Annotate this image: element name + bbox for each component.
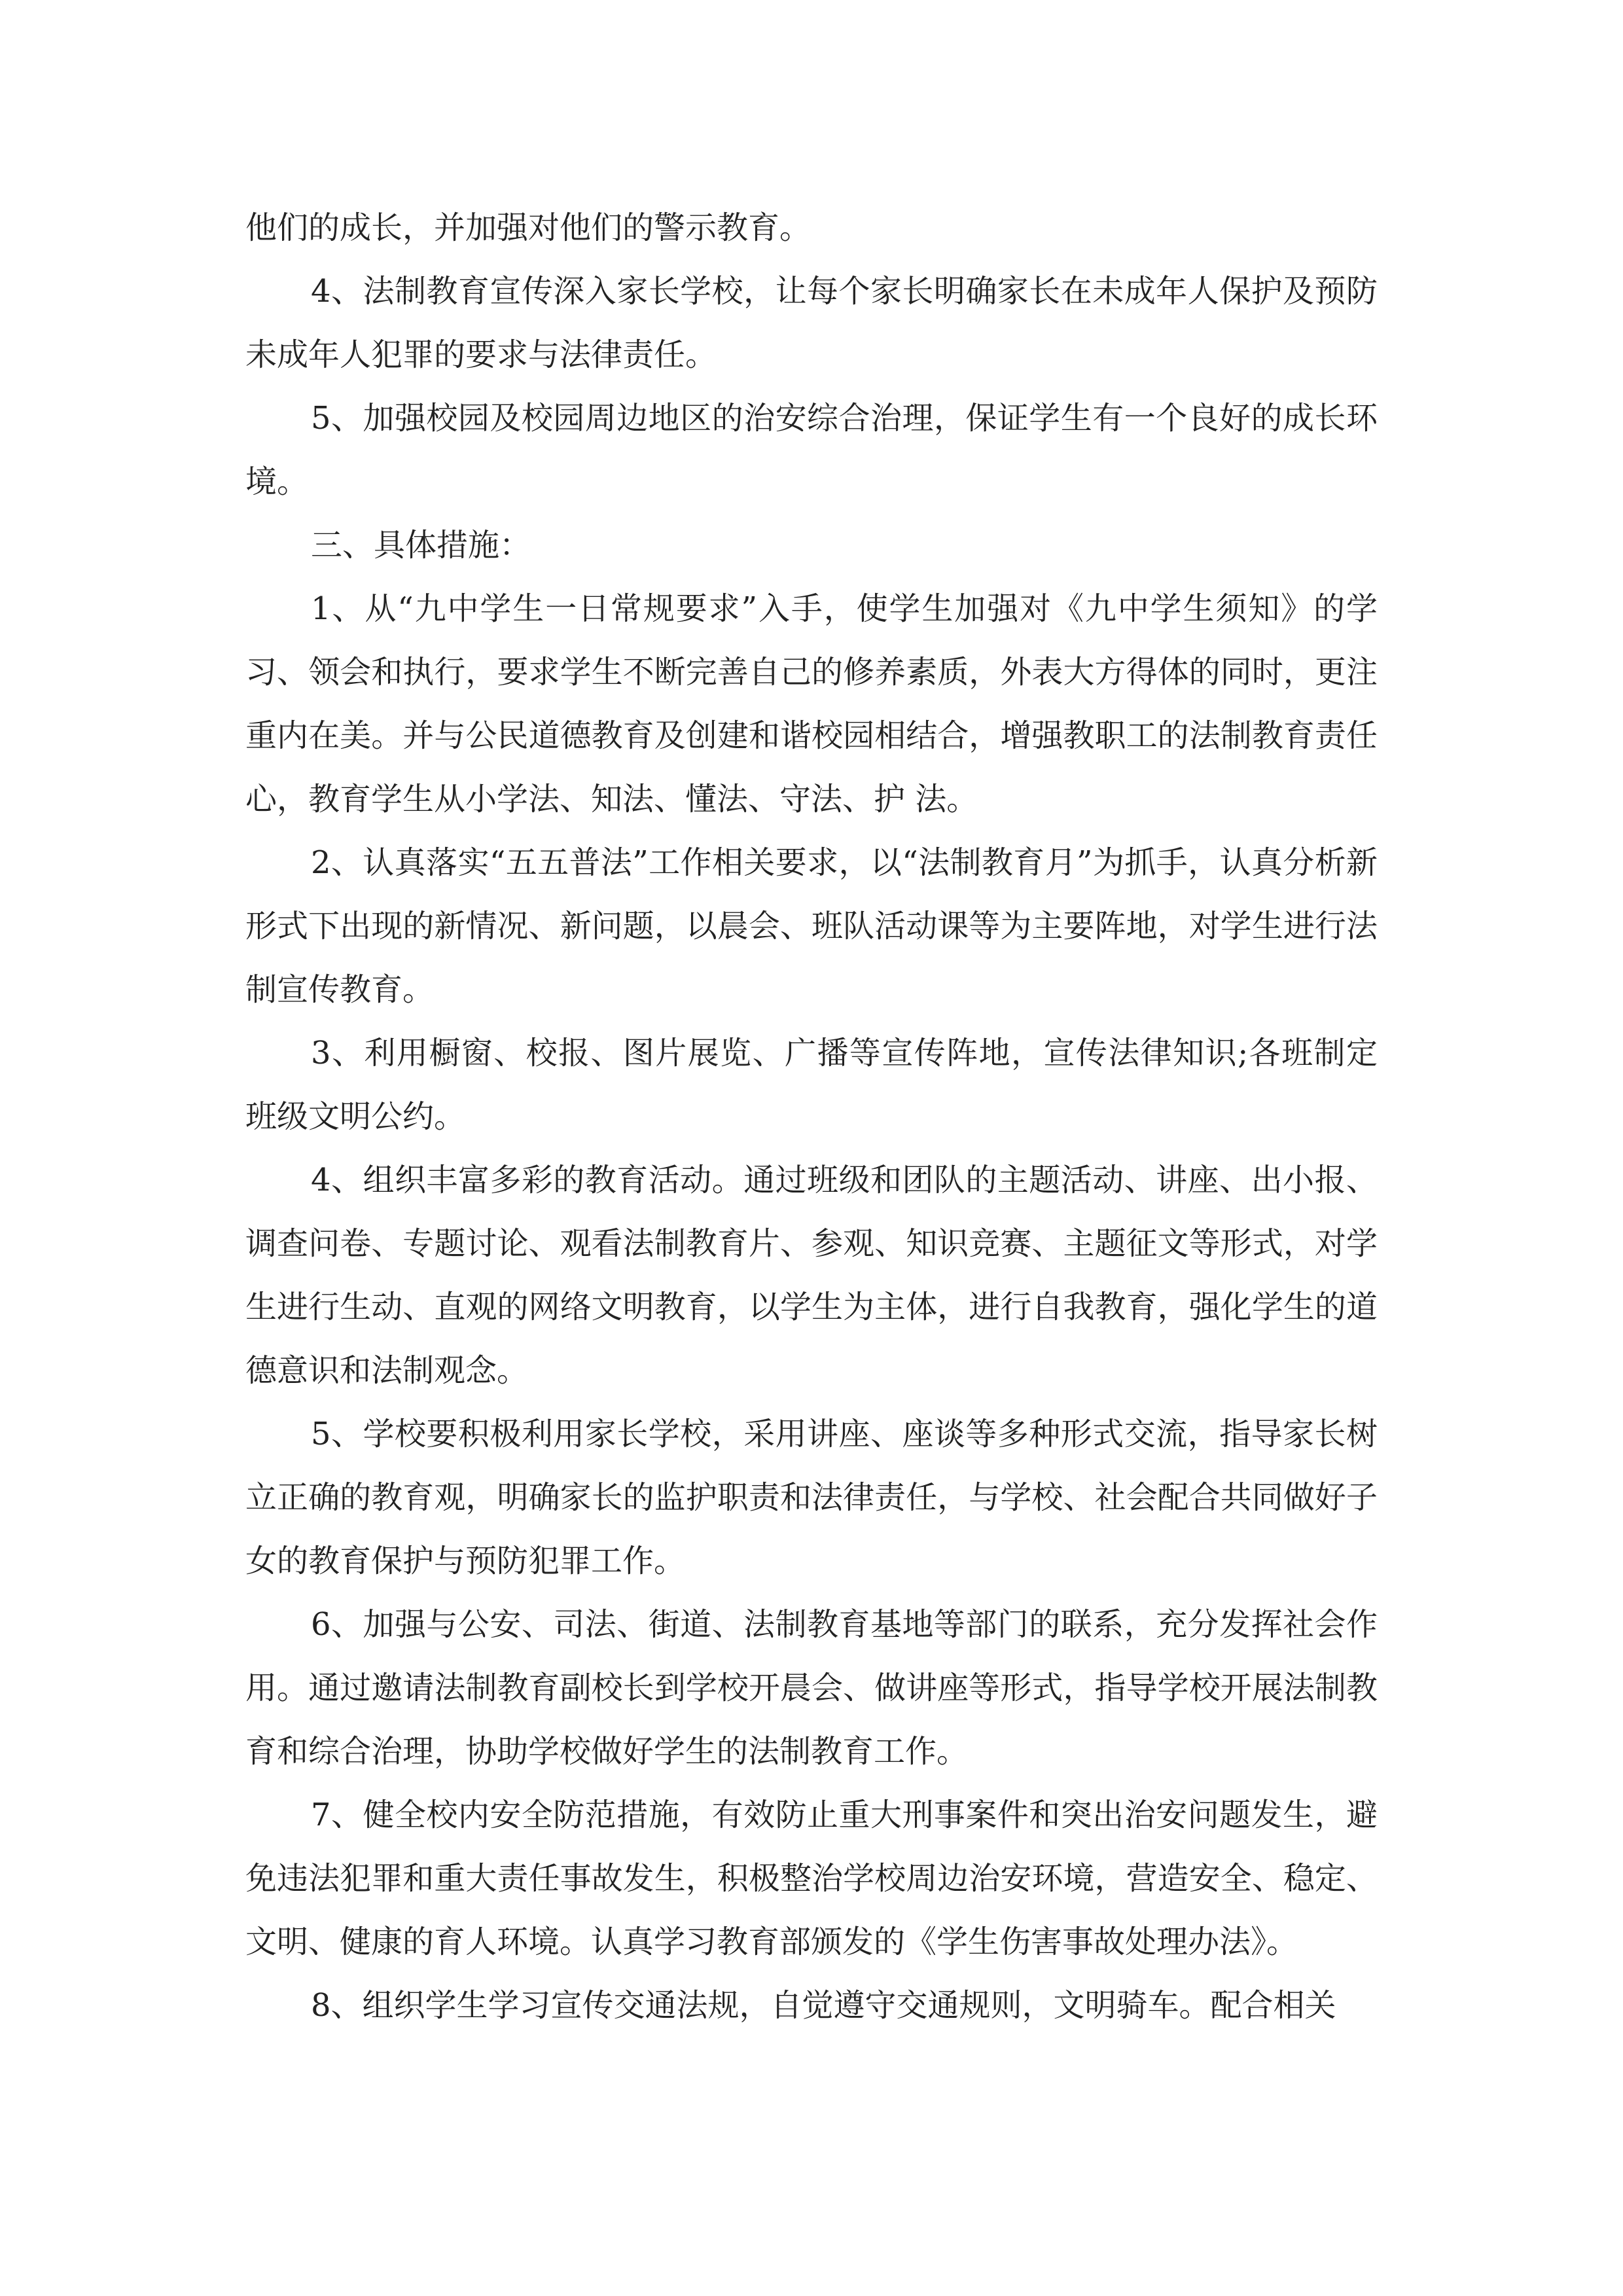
- paragraph-6: 3、利用橱窗、校报、图片展览、广播等宣传阵地，宣传法律知识;各班制定班级文明公约。: [245, 1035, 1378, 1135]
- section-heading: 三、具体措施：: [311, 527, 531, 564]
- paragraph-11: 8、组织学生学习宣传交通法规，自觉遵守交通规则，文明骑车。配合相关: [311, 1987, 1336, 2024]
- paragraph-2: 5、加强校园及校园周边地区的治安综合治理，保证学生有一个良好的成长环境。: [245, 400, 1378, 500]
- paragraph-5: 2、认真落实“五五普法”工作相关要求，以“法制教育月”为抓手，认真分析新形式下出现的新情况、新问题，以晨会、班队活动课等为主要阵地，对学生进行法制宣传教育。: [245, 844, 1378, 1008]
- paragraph-1: 4、法制教育宣传深入家长学校，让每个家长明确家长在未成年人保护及预防未成年人犯罪的要求与法律责任。: [245, 273, 1378, 373]
- paragraph-7: 4、组织丰富多彩的教育活动。通过班级和团队的主题活动、讲座、出小报、调查问卷、专题讨论、观看法制教育片、参观、知识竞赛、主题征文等形式，对学生进行生动、直观的网络文明教育，以学生为主体，进行自我教育，强化学生的道德意识和法制观念。: [245, 1162, 1378, 1389]
- document-body: [245, 196, 1378, 2037]
- paragraph-10: 7、健全校内安全防范措施，有效防止重大刑事案件和突出治安问题发生，避免违法犯罪和重大责任事故发生，积极整治学校周边治安环境，营造安全、稳定、文明、健康的育人环境。认真学习教育部颁发的《学生伤害事故处理办法》。: [245, 1797, 1378, 1960]
- paragraph-0: 他们的成长，并加强对他们的警示教育。: [245, 209, 812, 246]
- paragraph-8: 5、学校要积极利用家长学校，采用讲座、座谈等多种形式交流，指导家长树立正确的教育观，明确家长的监护职责和法律责任，与学校、社会配合共同做好子女的教育保护与预防犯罪工作。: [245, 1416, 1378, 1579]
- paragraph-4: 1、从“九中学生一日常规要求”入手，使学生加强对《九中学生须知》的学习、领会和执行，要求学生不断完善自己的修养素质，外表大方得体的同时，更注重内在美。并与公民道德教育及创建和谐校园相结合，增强教职工的法制教育责任心，教育学生从小学法、知法、懂法、守法、护 法。: [245, 590, 1378, 817]
- paragraph-9: 6、加强与公安、司法、街道、法制教育基地等部门的联系，充分发挥社会作用。通过邀请法制教育副校长到学校开晨会、做讲座等形式，指导学校开展法制教育和综合治理，协助学校做好学生的法制教育工作。: [245, 1606, 1378, 1770]
